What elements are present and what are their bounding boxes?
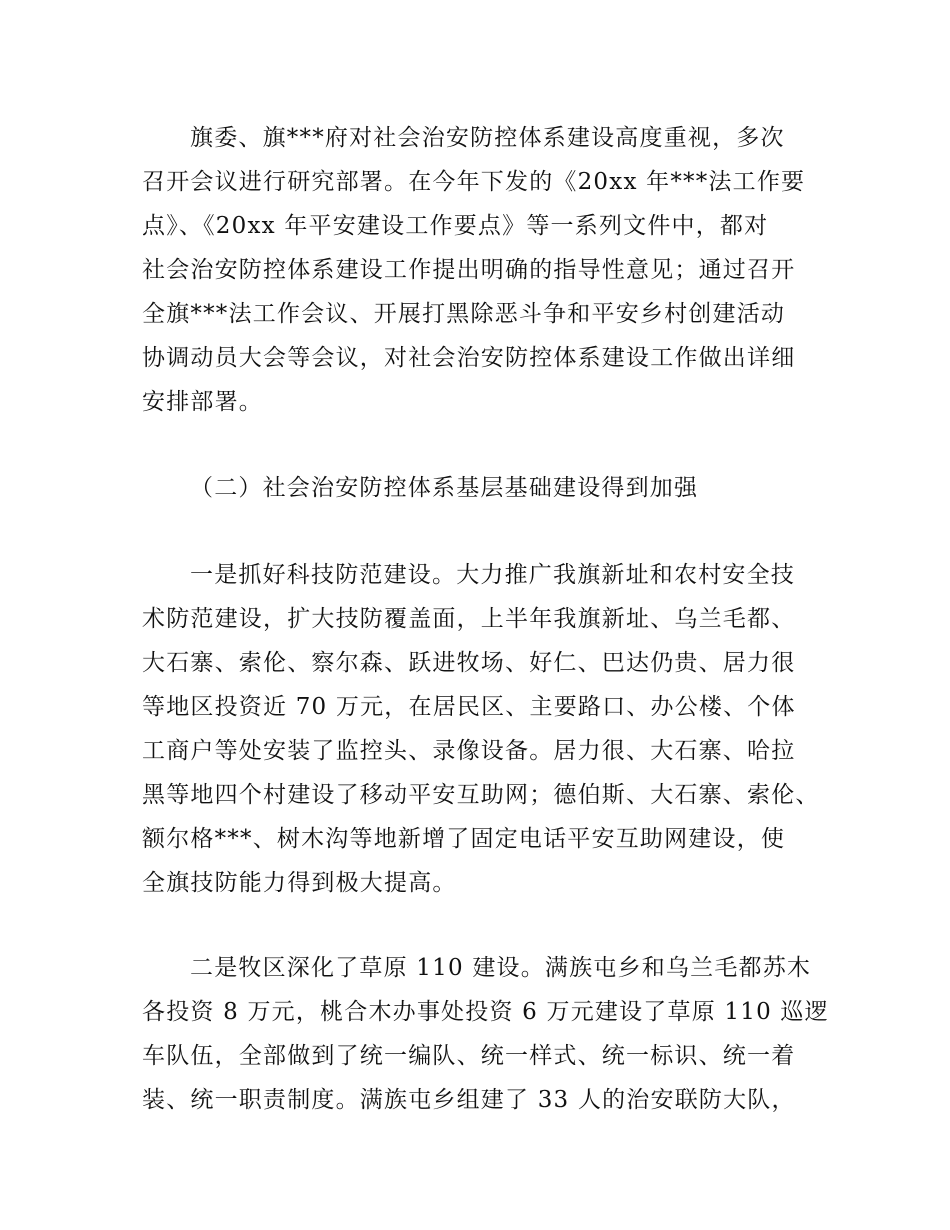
section-heading: （二）社会治安防控体系基层基础建设得到加强 <box>190 475 699 501</box>
paragraph-2-line-5: 工商户等处安装了监控头、录像设备。居力很、大石寨、哈拉 <box>142 738 796 764</box>
paragraph-1-line-7: 安排部署。 <box>142 389 263 415</box>
paragraph-2-line-4: 等地区投资近 70 万元，在居民区、主要路口、办公楼、个体 <box>142 694 796 720</box>
paragraph-3-line-1: 二是牧区深化了草原 110 建设。满族屯乡和乌兰毛都苏木 <box>190 955 812 981</box>
paragraph-2-line-8: 全旗技防能力得到极大提高。 <box>142 870 457 896</box>
paragraph-1-line-4: 社会治安防控体系建设工作提出明确的指导性意见；通过召开 <box>142 257 796 283</box>
paragraph-3-line-4: 装、统一职责制度。满族屯乡组建了 33 人的治安联防大队， <box>142 1087 796 1113</box>
paragraph-2-line-2: 术防范建设，扩大技防覆盖面，上半年我旗新址、乌兰毛都、 <box>142 606 796 632</box>
paragraph-1-line-1: 旗委、旗***府对社会治安防控体系建设高度重视，多次 <box>190 125 785 151</box>
paragraph-2-line-1: 一是抓好科技防范建设。大力推广我旗新址和农村安全技 <box>190 562 795 588</box>
paragraph-1-line-5: 全旗***法工作会议、开展打黑除恶斗争和平安乡村创建活动 <box>142 301 786 327</box>
paragraph-3-line-3: 车队伍，全部做到了统一编队、统一样式、统一标识、统一着 <box>142 1043 796 1069</box>
paragraph-3-line-2: 各投资 8 万元，桃合木办事处投资 6 万元建设了草原 110 巡逻 <box>142 999 829 1025</box>
paragraph-2-line-3: 大石寨、索伦、察尔森、跃进牧场、好仁、巴达仍贵、居力很 <box>142 650 796 676</box>
paragraph-1-line-6: 协调动员大会等会议，对社会治安防控体系建设工作做出详细 <box>142 345 796 371</box>
paragraph-2-line-6: 黑等地四个村建设了移动平安互助网；德伯斯、大石寨、索伦、 <box>142 782 820 808</box>
paragraph-1-line-2: 召开会议进行研究部署。在今年下发的《20xx 年***法工作要 <box>142 169 806 195</box>
paragraph-1-line-3: 点》、《20xx 年平安建设工作要点》等一系列文件中，都对 <box>142 213 769 239</box>
paragraph-2-line-7: 额尔格***、树木沟等地新增了固定电话平安互助网建设，使 <box>142 826 786 852</box>
